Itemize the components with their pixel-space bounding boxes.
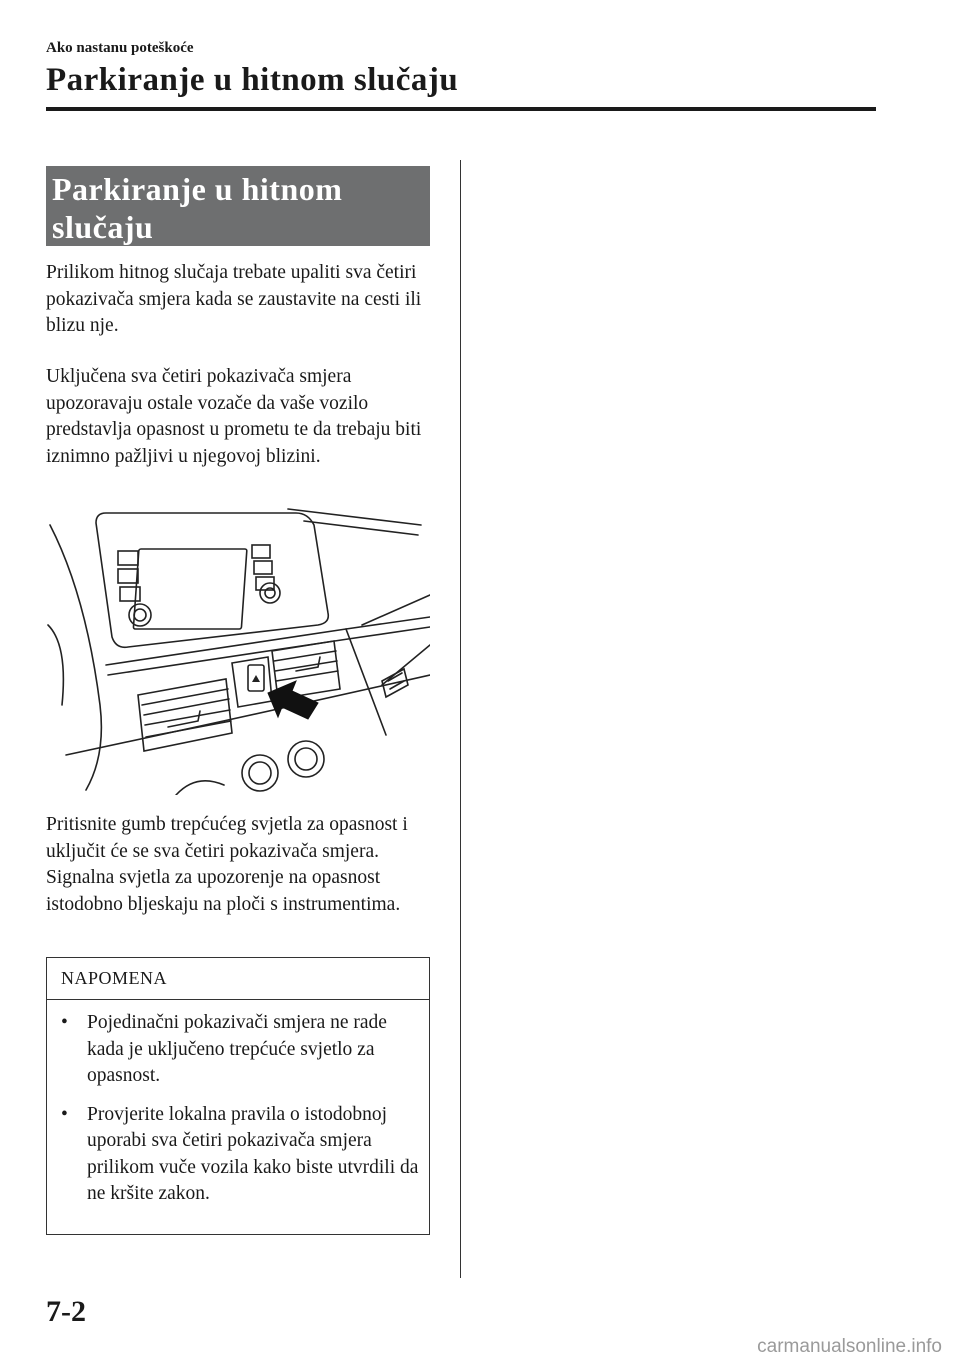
tuning-knob: [260, 583, 280, 603]
title-divider: [46, 107, 876, 111]
watermark: carmanualsonline.info: [757, 1336, 942, 1357]
note-item: [61, 1010, 419, 1090]
column-divider: [460, 160, 461, 1278]
dashboard-hazard-button-illustration: [46, 505, 430, 795]
screen-bezel: [96, 513, 328, 647]
note-title: NAPOMENA: [47, 958, 429, 1000]
paragraph-intro: Prilikom hitnog slučaja trebate upaliti sva četiri pokazivača smjera kada se zaustavite na cesti ili blizu nje.: [46, 262, 422, 336]
section-heading-box: [46, 166, 430, 246]
note-item-text: Pojedinačni pokazivači smjera ne rade kada je uključeno trepćuće svjetlo za opasnost.: [87, 1012, 387, 1086]
left-air-vent: [138, 679, 232, 751]
paragraph-warning: Uključena sva četiri pokazivača smjera upozoravaju ostale vozače da vaše vozilo predstavlja opasnost u prometu te da trebaju biti iznimno pažljivi u njegovoj blizini.: [46, 366, 422, 467]
note-item-text: Provjerite lokalna pravila o istodobnoj uporabi sva četiri pokazivača smjera prilikom vuče vozila kako biste utvrdili da ne kršite zakon.: [87, 1103, 419, 1204]
note-item: [61, 1102, 419, 1208]
climate-knob-right: [288, 741, 324, 777]
page-number: 7-2: [46, 1295, 86, 1328]
note-box: [46, 957, 430, 1235]
note-list: [47, 1000, 429, 1208]
bullet-icon: •: [61, 1012, 68, 1033]
steering-wheel-outline: [50, 525, 101, 790]
hazard-triangle-icon: [252, 675, 260, 682]
volume-knob: [129, 604, 151, 626]
section-heading-line2: slučaju: [52, 209, 154, 245]
paragraph-instruction: Pritisnite gumb trepćućeg svjetla za opasnost i uključit će se sva četiri pokazivača smjera. Signalna svjetla za upozorenje na opasnost istodobno bljeskaju na ploči s instrumentima.: [46, 814, 408, 915]
bullet-icon: •: [61, 1103, 68, 1125]
arrow-pointer-icon: [268, 681, 318, 719]
page-title: Parkiranje u hitnom slučaju: [46, 62, 459, 98]
chapter-label: Ako nastanu poteškoće: [46, 40, 194, 56]
climate-knob-left: [242, 755, 278, 791]
section-heading-line1: Parkiranje u hitnom: [52, 171, 343, 207]
section-heading: [52, 170, 424, 246]
